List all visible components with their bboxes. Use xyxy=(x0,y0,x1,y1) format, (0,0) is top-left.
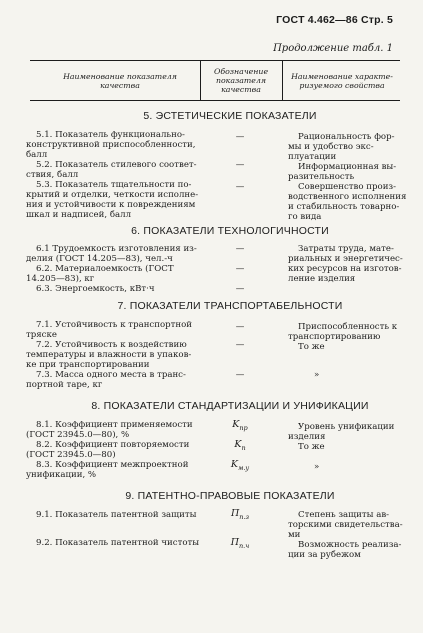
indicator-text: ния и устойчивости к повреждениям xyxy=(26,200,196,210)
property-text: Приспособленность к xyxy=(298,322,398,332)
property-text: ми xyxy=(288,530,301,540)
indicator-text: 9.2. Показатель патентной чистоты xyxy=(36,538,200,548)
column-header-property: Наименование характе-ризуемого свойства xyxy=(291,72,393,90)
column-header-name: Наименование показателя качества xyxy=(63,72,177,90)
section-title: 9. ПАТЕНТНО-ПРАВОВЫЕ ПОКАЗАТЕЛИ xyxy=(125,490,335,502)
indicator-text: 7.1. Устойчивость к транспортной xyxy=(36,320,193,330)
property-text: разительность xyxy=(288,172,355,182)
column-divider-2 xyxy=(282,60,283,100)
property-text: транспортированию xyxy=(288,332,381,342)
property-text: Совершенство произ- xyxy=(298,182,397,192)
property-text: Степень защиты ав- xyxy=(298,510,390,520)
property-text: плуатации xyxy=(288,152,337,162)
indicator-text: 6.2. Материалоемкость (ГОСТ xyxy=(36,264,174,274)
property-text: Рациональность фор- xyxy=(298,132,395,142)
property-text: » xyxy=(314,462,320,472)
symbol-dash: — xyxy=(235,340,245,350)
indicator-text: унификации, % xyxy=(26,470,97,480)
symbol-dash: — xyxy=(235,244,245,254)
property-text: изделия xyxy=(288,432,326,442)
indicator-text: 7.2. Устойчивость к воздействию xyxy=(36,340,187,350)
section-title: 5. ЭСТЕТИЧЕСКИЕ ПОКАЗАТЕЛИ xyxy=(143,110,317,122)
table-header-rule xyxy=(30,100,400,101)
property-text: ции за рубежом xyxy=(288,550,361,560)
indicator-text: 8.1. Коэффициент применяемости xyxy=(36,420,193,430)
indicator-text: делия (ГОСТ 14.205—83), чел.-ч xyxy=(26,254,173,264)
indicator-text: конструктивной приспособленности, xyxy=(26,140,196,150)
indicator-text: шкал и надписей, балл xyxy=(26,210,132,220)
column-header-symbol: Обозначение показателя качества xyxy=(213,67,269,94)
indicator-text: портной таре, кг xyxy=(26,380,103,390)
symbol-dash: — xyxy=(235,264,245,274)
property-text: То же xyxy=(298,442,325,452)
indicator-text: крытий и отделки, четкости исполне- xyxy=(26,190,199,200)
indicator-text: (ГОСТ 23945.0—80) xyxy=(26,450,116,460)
symbol-p-pz: $П_{п.з}$ xyxy=(230,508,250,521)
property-text: торскими свидетельства- xyxy=(288,520,403,530)
symbol-dash: — xyxy=(235,160,245,170)
property-text: и стабильность товарно- xyxy=(288,202,400,212)
column-divider-1 xyxy=(200,60,201,100)
property-text: Информационная вы- xyxy=(298,162,397,172)
indicator-text: ке при транспортировании xyxy=(26,360,150,370)
property-text: ких ресурсов на изготов- xyxy=(288,264,402,274)
property-text: мы и удобство экс- xyxy=(288,142,374,152)
symbol-dash: — xyxy=(235,284,245,294)
indicator-text: 7.3. Масса одного места в транс- xyxy=(36,370,186,380)
indicator-text: температуры и влажности в упаков- xyxy=(26,350,192,360)
section-title: 7. ПОКАЗАТЕЛИ ТРАНСПОРТАБЕЛЬНОСТИ xyxy=(117,300,343,312)
indicator-text: ствия, балл xyxy=(26,170,79,180)
property-text: риальных и энергетичес- xyxy=(288,254,403,264)
indicator-text: 6.3. Энергоемкость, кВт·ч xyxy=(36,284,155,294)
symbol-k-pr: $K_{пр}$ xyxy=(232,419,248,432)
section-title: 8. ПОКАЗАТЕЛИ СТАНДАРТИЗАЦИИ И УНИФИКАЦИИ xyxy=(91,400,369,412)
property-text: Затраты труда, мате- xyxy=(298,244,394,254)
table-top-rule xyxy=(30,60,400,61)
property-text: водственного исполнения xyxy=(288,192,407,202)
symbol-dash: — xyxy=(235,182,245,192)
page-header: ГОСТ 4.462—86 Стр. 5 xyxy=(276,14,393,26)
section-title: 6. ПОКАЗАТЕЛИ ТЕХНОЛОГИЧНОСТИ xyxy=(131,225,329,237)
indicator-text: 5.2. Показатель стилевого соответ- xyxy=(36,160,197,170)
property-text: го вида xyxy=(288,212,322,222)
indicator-text: 5.3. Показатель тщательности по- xyxy=(36,180,192,190)
indicator-text: тряске xyxy=(26,330,57,340)
symbol-k-mu: $K_{м.у}$ xyxy=(230,459,250,472)
property-text: ление изделия xyxy=(288,274,356,284)
symbol-k-p: $K_п$ xyxy=(234,439,246,452)
symbol-dash: — xyxy=(235,132,245,142)
indicator-text: 8.2. Коэффициент повторяемости xyxy=(36,440,190,450)
table-continuation-label: Продолжение табл. 1 xyxy=(273,43,393,54)
indicator-text: 5.1. Показатель функционально- xyxy=(36,130,185,140)
property-text: » xyxy=(314,370,320,380)
indicator-text: 9.1. Показатель патентной защиты xyxy=(36,510,197,520)
property-text: Возможность реализа- xyxy=(298,540,402,550)
symbol-dash: — xyxy=(235,370,245,380)
indicator-text: 14.205—83), кг xyxy=(26,274,95,284)
indicator-text: (ГОСТ 23945.0—80), % xyxy=(26,430,130,440)
indicator-text: балл xyxy=(26,150,48,160)
property-text: То же xyxy=(298,342,325,352)
indicator-text: 8.3. Коэффициент межпроектной xyxy=(36,460,189,470)
symbol-p-pch: $П_{п.ч}$ xyxy=(230,537,250,550)
symbol-dash: — xyxy=(235,322,245,332)
property-text: Уровень унификации xyxy=(298,422,395,432)
indicator-text: 6.1 Трудоемкость изготовления из- xyxy=(36,244,197,254)
